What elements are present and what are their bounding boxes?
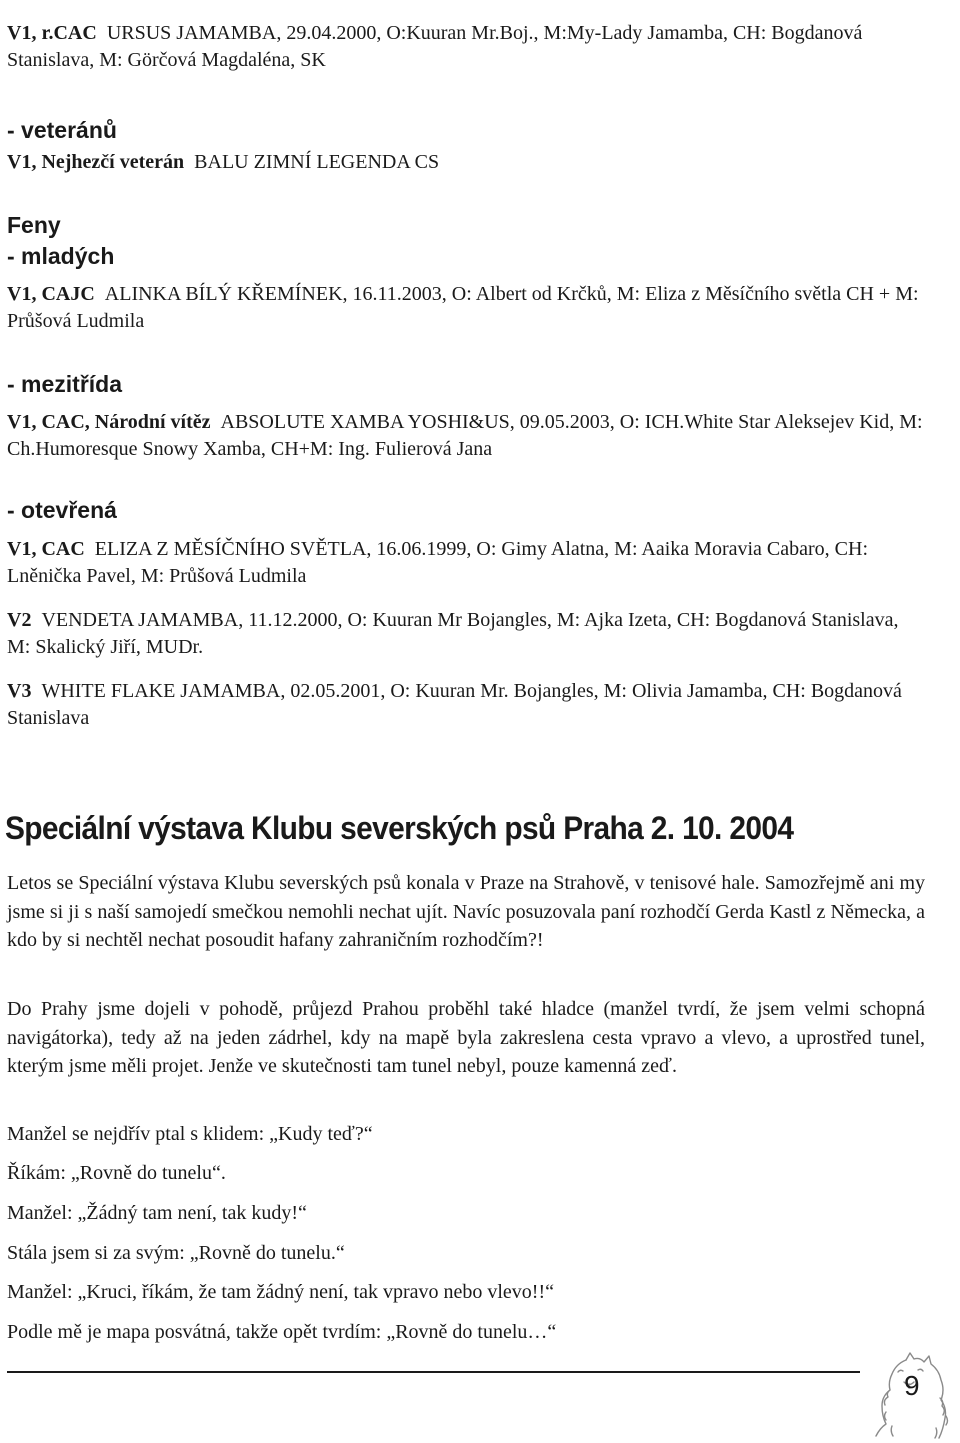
section-heading-intermediate: - mezitřída [7, 371, 123, 397]
dialogue-line: Manžel: „Žádný tam není, tak kudy!“ [7, 1202, 307, 1224]
result-label: V1, CAJC [7, 283, 95, 305]
dialogue-line: Říkám: „Rovně do tunelu“. [7, 1162, 226, 1184]
article-paragraph: Do Prahy jsme dojeli v pohodě, průjezd Prahou proběhl také hladce (manžel tvrdí, že jsem velmi schopná navigátorka), tedy až na jeden zádrhel, kdy na mapě byla zakreslena cesta vpravo a vlevo, a uprostřed tunel, kterým jsme měli projet. Jenže ve skutečnosti tam tunel nebyl, pouze kamenná zeď. [7, 998, 925, 1077]
result-open-1 [7, 536, 925, 590]
result-open-2 [7, 607, 925, 661]
section-heading-veteran: - veteránů [7, 117, 117, 143]
result-label: V2 [7, 609, 32, 631]
result-text: BALU ZIMNÍ LEGENDA CS [194, 151, 440, 173]
result-text: ELIZA Z MĚSÍČNÍHO SVĚTLA, 16.06.1999, O: Gimy Alatna, M: Aaika Moravia Cabaro, CH: Lněnička Pavel, M: Průšová Ludmila [7, 538, 869, 587]
result-text: ABSOLUTE XAMBA YOSHI&US, 09.05.2003, O: ICH.White Star Aleksejev Kid, M: Ch.Humoresque Snowy Xamba, CH+M: Ing. Fulierová Jana [7, 411, 923, 460]
result-label: V1, r.CAC [7, 22, 97, 44]
result-males-top [7, 20, 925, 74]
result-label: V3 [7, 680, 32, 702]
dialogue-line: Manžel se nejdřív ptal s klidem: „Kudy teď?“ [7, 1123, 373, 1145]
result-label: V1, CAC [7, 538, 85, 560]
dialogue-line: Podle mě je mapa posvátná, takže opět tvrdím: „Rovně do tunelu…“ [7, 1321, 557, 1343]
page-number: 9 [904, 1370, 920, 1401]
result-label: V1, CAC, Národní vítěz [7, 411, 211, 433]
result-label: V1, Nejhezčí veterán [7, 151, 185, 173]
section-heading-open: - otevřená [7, 497, 117, 523]
section-heading-females: Feny [7, 212, 61, 238]
result-text: VENDETA JAMAMBA, 11.12.2000, O: Kuuran Mr Bojangles, M: Ajka Izeta, CH: Bogdanová Stanislava, M: Skalický Jiří, MUDr. [7, 609, 899, 658]
article-paragraph: Letos se Speciální výstava Klubu severských psů konala v Praze na Strahově, v tenisové hale. Samozřejmě ani my jsme si ji s naší samojedí smečkou nemohli nechat ujít. Navíc posuzovala paní rozhodčí Gerda Kastl z Německa, a kdo by si nechtěl nechat posoudit hafany zahraničním rozhodčím?! [7, 872, 925, 951]
result-text: ALINKA BÍLÝ KŘEMÍNEK, 16.11.2003, O: Albert od Krčků, M: Eliza z Měsíčního světla CH + M: Průšová Ludmila [7, 283, 919, 332]
result-intermediate [7, 409, 925, 463]
section-heading-young: - mladých [7, 243, 115, 269]
result-text: WHITE FLAKE JAMAMBA, 02.05.2001, O: Kuuran Mr. Bojangles, M: Olivia Jamamba, CH: Bogdanová Stanislava [7, 680, 902, 729]
result-veteran [7, 149, 925, 176]
dialogue-line: Manžel: „Kruci, říkám, že tam žádný není, tak vpravo nebo vlevo!!“ [7, 1281, 555, 1303]
result-text: URSUS JAMAMBA, 29.04.2000, O:Kuuran Mr.Boj., M:My-Lady Jamamba, CH: Bogdanová Stanislava, M: Görčová Magdaléna, SK [7, 22, 863, 71]
footer-rule [7, 1371, 860, 1373]
result-young [7, 281, 925, 335]
article-title: Speciální výstava Klubu severských psů Praha 2. 10. 2004 [5, 810, 794, 846]
dialogue-line: Stála jsem si za svým: „Rovně do tunelu.“ [7, 1242, 345, 1264]
result-open-3 [7, 678, 925, 732]
